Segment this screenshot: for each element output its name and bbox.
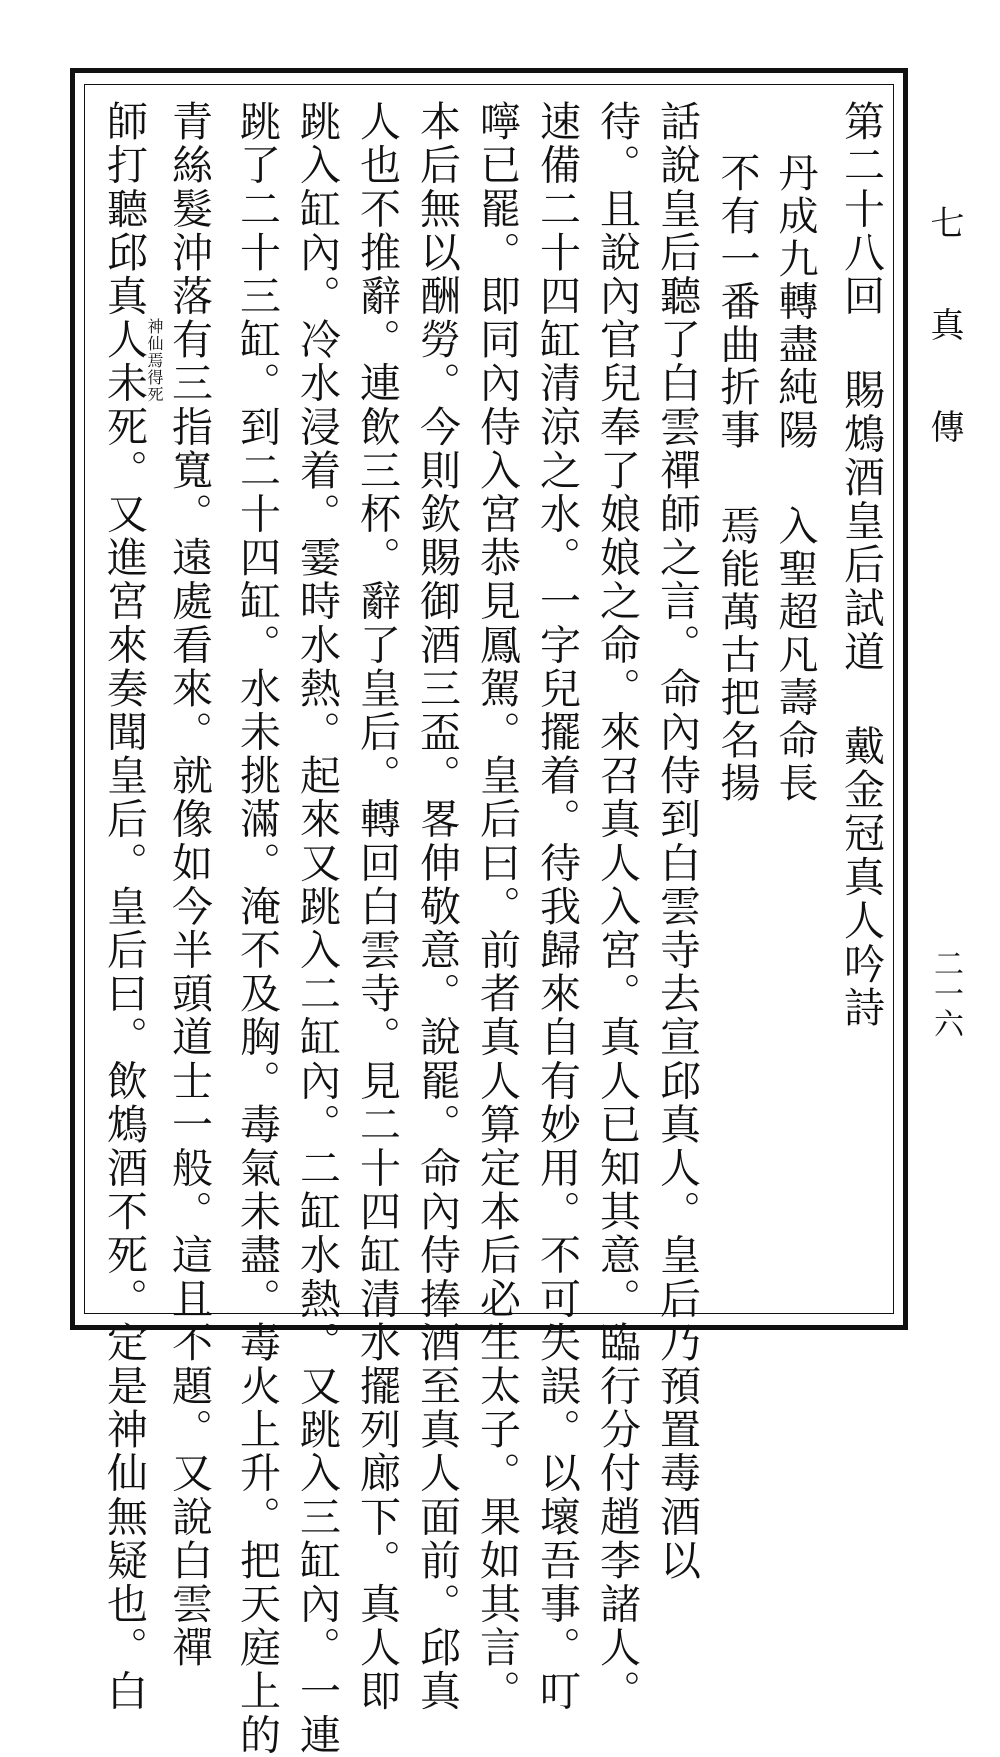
verse-line-1: 丹成九轉盡純陽 — [772, 152, 818, 452]
verse-line-4: 焉能萬古把名揚 — [714, 505, 760, 805]
body-column-3: 速備二十四缸清涼之水。一字兒擺着。待我歸來自有妙用。不可失誤。以壞吾事。叮 — [533, 100, 581, 1714]
body-column-4: 嚀已罷。即同內侍入宮恭見鳳駕。皇后曰。前者真人算定本后必生太子。果如其言。 — [473, 100, 521, 1714]
body-column-9: 青絲髮沖落有三指寬。遠處看來。就像如今半頭道士一般。這且不題。又說白雲禪 — [165, 100, 213, 1670]
body-column-2: 待。且說內官兒奉了娘娘之命。來召真人入宮。真人已知其意。臨行分付趙李諸人。 — [593, 100, 641, 1714]
chapter-heading: 第二十八回 賜鴆酒皇后試道 戴金冠真人吟詩 — [837, 100, 885, 1030]
body-column-6: 人也不推辭。連飲三杯。辭了皇后。轉回白雲寺。見二十四缸清水擺列廊下。真人即 — [353, 100, 401, 1714]
body-column-5: 本后無以酬勞。今則欽賜御酒三盃。畧伸敬意。說罷。命內侍捧酒至真人面前。邱真 — [413, 100, 461, 1714]
page-number: 二一六 — [928, 948, 963, 1038]
body-column-7: 跳入缸內。冷水浸着。霎時水熱。起來又跳入二缸內。二缸水熱。又跳入三缸內。一連 — [293, 100, 341, 1757]
book-title: 七真傳 — [924, 205, 964, 511]
body-column-8: 跳了二十三缸。到二十四缸。水未挑滿。淹不及胸。毒氣未盡。毒火上升。把天庭上的 — [233, 100, 281, 1757]
margin-note: 神仙焉得死 — [145, 318, 164, 403]
verse-line-2: 入聖超凡壽命長 — [772, 505, 818, 805]
body-column-1: 話說皇后聽了白雲禪師之言。命內侍到白雲寺去宣邱真人。皇后乃預置毒酒以 — [653, 100, 701, 1583]
verse-line-3: 不有一番曲折事 — [714, 152, 760, 452]
body-column-10: 師打聽邱真人未死。又進宮來奏聞皇后。皇后曰。飲鴆酒不死。定是神仙無疑也。白 — [100, 100, 148, 1714]
